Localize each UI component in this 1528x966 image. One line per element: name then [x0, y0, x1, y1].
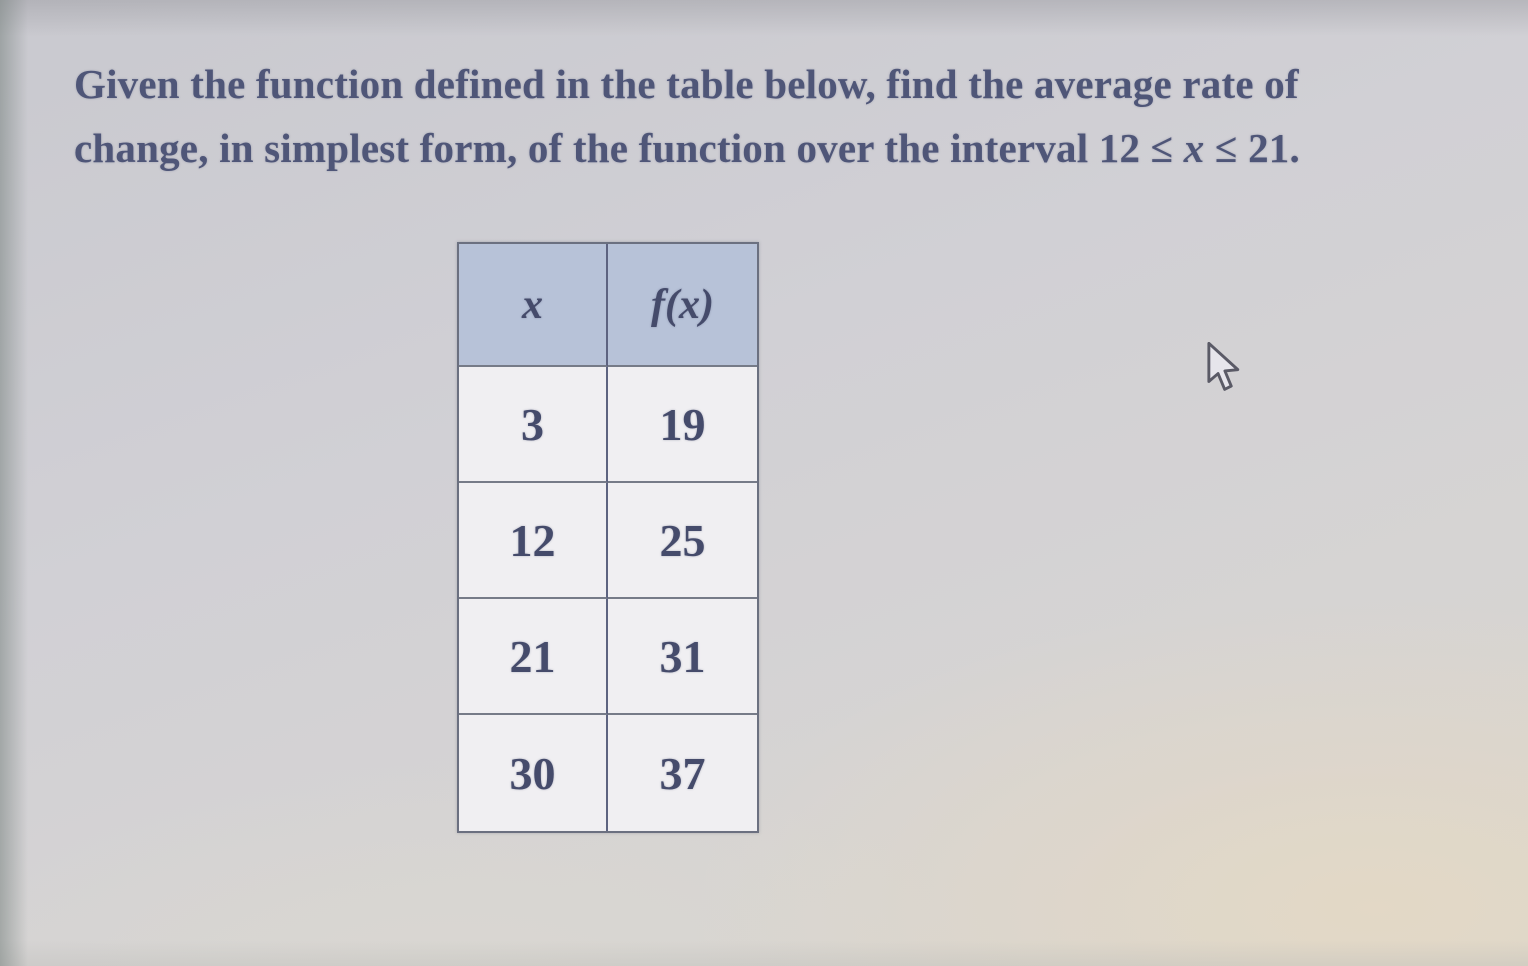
statement-line-1	[74, 52, 1474, 116]
problem-statement	[74, 52, 1474, 180]
statement-line-2	[74, 116, 1474, 180]
table-cell-x: 21	[459, 599, 608, 715]
statement-text: Given the function defined in the table below, find the average rate of	[74, 61, 1299, 107]
table-cell-fx: 19	[608, 367, 757, 483]
table-cell-x: 30	[459, 715, 608, 831]
interval-right: ≤ 21.	[1204, 125, 1300, 171]
table-cell-x: 12	[459, 483, 608, 599]
table-header-x: x	[459, 244, 608, 367]
statement-text: change, in simplest form, of the function over the interval	[74, 125, 1099, 171]
mouse-cursor-icon	[1206, 342, 1242, 392]
table-header-fx: f(x)	[608, 244, 757, 367]
function-table	[457, 242, 759, 833]
table-cell-fx: 25	[608, 483, 757, 599]
interval-expression	[1099, 125, 1300, 171]
table-cell-x: 3	[459, 367, 608, 483]
interval-variable: x	[1183, 125, 1205, 171]
table-cell-fx: 31	[608, 599, 757, 715]
table-cell-fx: 37	[608, 715, 757, 831]
interval-left: 12 ≤	[1098, 125, 1184, 171]
